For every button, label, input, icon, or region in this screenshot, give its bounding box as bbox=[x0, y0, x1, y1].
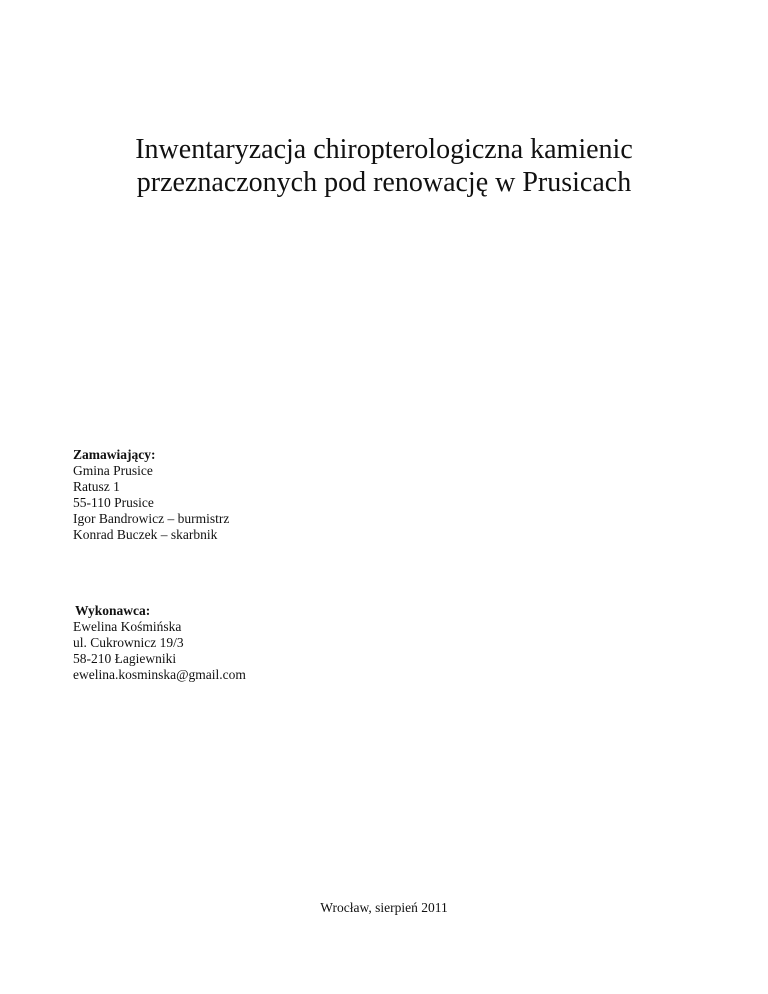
client-heading: Zamawiający: bbox=[73, 447, 156, 462]
place-date: Wrocław, sierpień 2011 bbox=[320, 900, 448, 915]
client-postal: 55-110 Prusice bbox=[73, 495, 154, 510]
client-address: Ratusz 1 bbox=[73, 479, 120, 494]
contractor-postal: 58-210 Łagiewniki bbox=[73, 651, 177, 666]
contractor-street: ul. Cukrownicz 19/3 bbox=[73, 635, 184, 650]
contractor-heading: Wykonawca: bbox=[75, 603, 151, 618]
client-name: Gmina Prusice bbox=[73, 463, 153, 478]
client-treasurer: Konrad Buczek – skarbnik bbox=[73, 527, 218, 542]
client-block bbox=[73, 447, 229, 543]
title-line-1: Inwentaryzacja chiropterologiczna kamienic bbox=[135, 134, 633, 165]
contractor-block bbox=[73, 603, 246, 683]
document-title bbox=[0, 133, 768, 199]
title-line-2: przeznaczonych pod renowację w Prusicach bbox=[136, 167, 632, 198]
contractor-email: ewelina.kosminska@gmail.com bbox=[73, 667, 246, 682]
client-mayor: Igor Bandrowicz – burmistrz bbox=[73, 511, 230, 526]
contractor-name: Ewelina Kośmińska bbox=[73, 619, 182, 634]
